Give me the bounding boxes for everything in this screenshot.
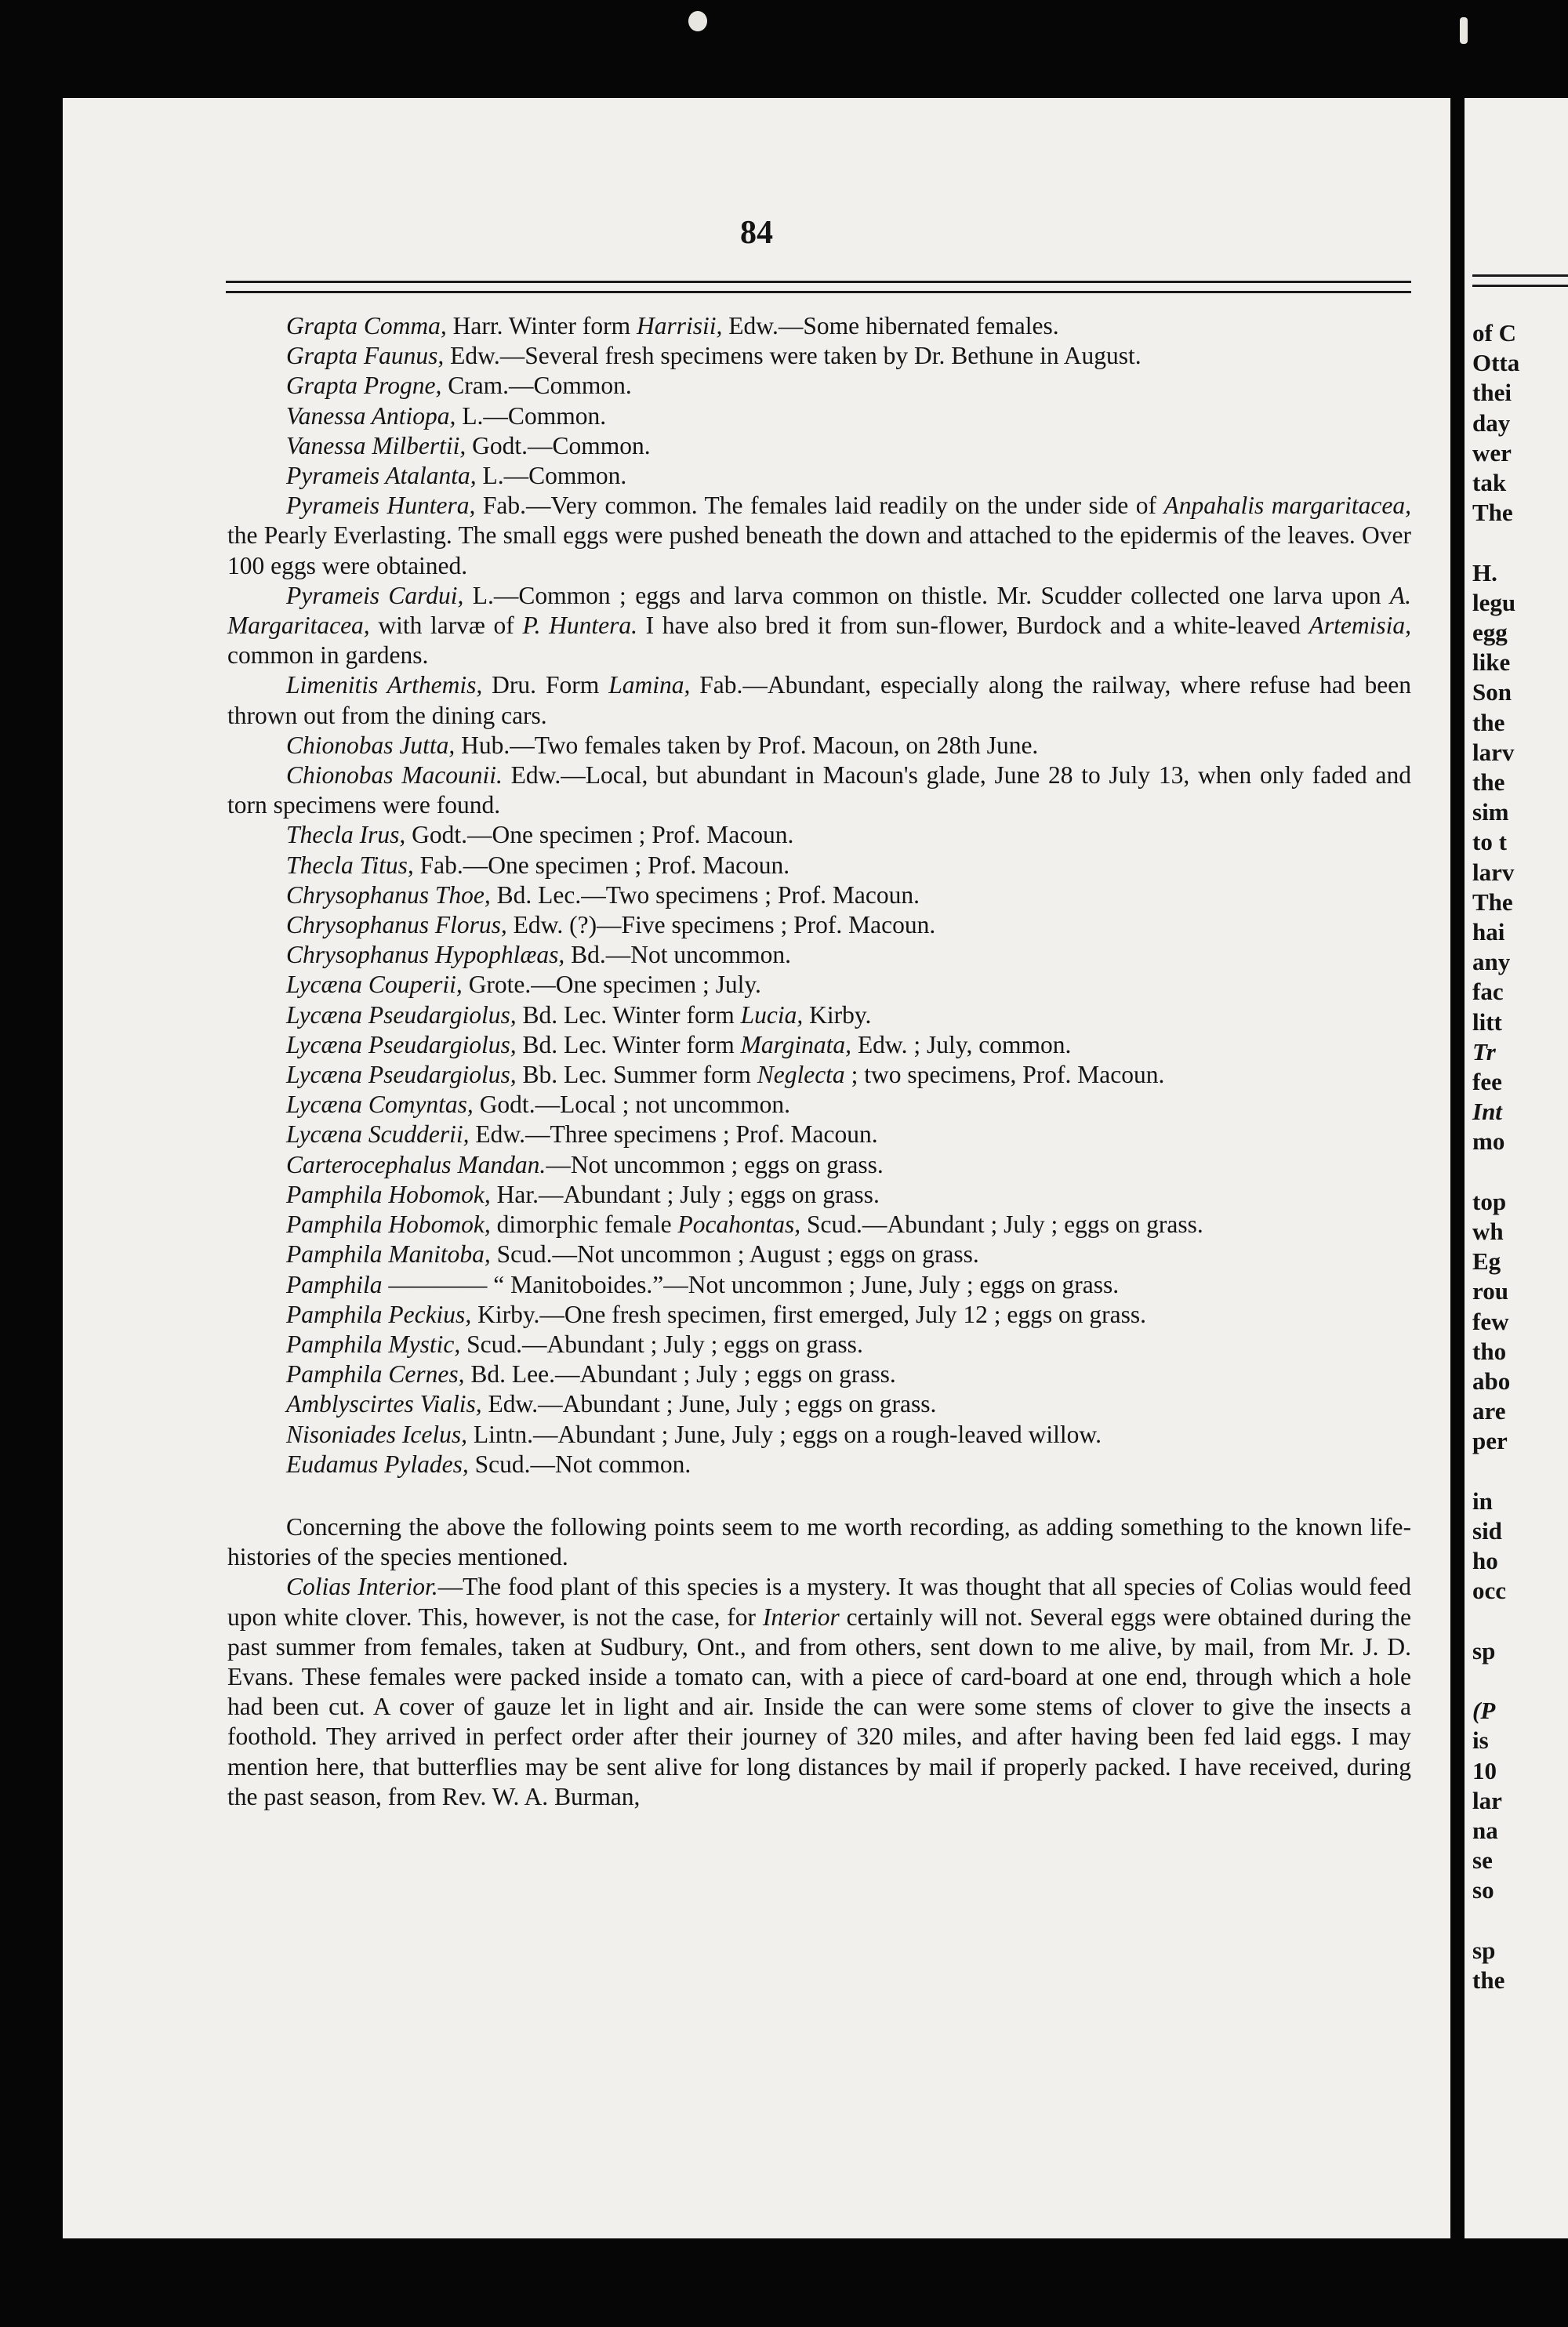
facing-page-text-fragment: mo xyxy=(1472,1127,1505,1156)
text-run: Edw. ; July, common. xyxy=(851,1030,1072,1058)
facing-page-text-fragment: wh xyxy=(1472,1218,1504,1245)
italic-name: Anpahalis margaritacea, xyxy=(1163,492,1411,520)
italic-name: Eudamus Pylades, xyxy=(286,1450,469,1478)
text-run: Harr. Winter form xyxy=(446,312,637,339)
italic-name: Lycæna Scudderii, xyxy=(286,1120,470,1149)
text-run: L.—Common ; eggs and larva common on thistle. Mr. Scudder collected one larva upon xyxy=(463,581,1390,609)
italic-name: P. Huntera. xyxy=(522,612,637,640)
italic-name: Pamphila Hobomok, xyxy=(286,1211,491,1239)
facing-page-text-fragment: se xyxy=(1472,1846,1493,1875)
text-run: Lintn.—Abundant ; June, July ; eggs on a rough-leaved willow. xyxy=(466,1420,1102,1448)
species-entry xyxy=(227,491,1411,581)
facing-page-text-fragment: hai xyxy=(1472,918,1505,946)
text-run: Concerning the above the following points seem to me worth recording, as adding something to the known life-histories of the species mentioned. xyxy=(227,1512,1411,1571)
facing-page-text-fragment: rou xyxy=(1472,1277,1508,1305)
text-run: Bd.—Not uncommon. xyxy=(564,941,792,969)
facing-page-rule xyxy=(1472,274,1568,287)
text-run: dimorphic female xyxy=(490,1211,678,1239)
page-body xyxy=(227,311,1411,1812)
text-run: —Not uncommon ; eggs on grass. xyxy=(546,1150,884,1178)
text-run: Edw.—Abundant ; June, July ; eggs on grass. xyxy=(481,1390,937,1418)
species-entry xyxy=(227,1150,1411,1180)
text-run: Scud.—Abundant ; July ; eggs on grass. xyxy=(460,1330,863,1358)
book-page xyxy=(63,98,1450,2238)
species-entry xyxy=(227,1270,1411,1300)
species-entry xyxy=(227,670,1411,730)
facing-page-text-fragment: abo xyxy=(1472,1367,1511,1395)
text-run: Har.—Abundant ; July ; eggs on grass. xyxy=(490,1180,880,1208)
text-run: Kirby. xyxy=(803,1000,872,1029)
italic-name: Pamphila Peckius, xyxy=(286,1300,472,1328)
italic-name: Amblyscirtes Vialis, xyxy=(286,1390,482,1418)
species-entry xyxy=(227,1300,1411,1330)
facing-page-text-fragment: fac xyxy=(1472,978,1504,1006)
species-entry xyxy=(227,1180,1411,1210)
facing-page-text-fragment: the xyxy=(1472,1966,1505,1994)
italic-name: Grapta Comma, xyxy=(286,312,447,339)
text-run: Godt.—Local ; not uncommon. xyxy=(473,1091,791,1119)
italic-name: Nisoniades Icelus, xyxy=(286,1420,467,1448)
text-run: Edw.—Some hibernated females. xyxy=(722,312,1059,339)
species-entry xyxy=(227,1420,1411,1450)
facing-page-text-fragment: in xyxy=(1472,1487,1493,1515)
text-run: ———— “ Manitoboides.”—Not uncommon ; June, July ; eggs on grass. xyxy=(382,1270,1120,1298)
facing-page-text-fragment: egg xyxy=(1472,619,1508,646)
species-entry xyxy=(227,581,1411,671)
species-entry xyxy=(227,431,1411,461)
text-run: Bd. Lec. Winter form xyxy=(516,1030,741,1058)
facing-page-text-fragment: few xyxy=(1472,1307,1509,1335)
italic-name: Pamphila Mystic, xyxy=(286,1330,461,1358)
text-run: Bd. Lec.—Two specimens ; Prof. Macoun. xyxy=(490,880,920,909)
text-run: L.—Common. xyxy=(476,462,627,490)
species-entry xyxy=(227,910,1411,940)
italic-name: Pamphila xyxy=(286,1270,383,1298)
text-run: Scud.—Not uncommon ; August ; eggs on grass. xyxy=(490,1240,979,1269)
facing-page-text-fragment: any xyxy=(1472,948,1511,976)
facing-page-text-fragment: sp xyxy=(1472,1936,1496,1964)
italic-name: Marginata, xyxy=(740,1030,852,1058)
species-entry xyxy=(227,970,1411,1000)
text-run: Scud.—Not common. xyxy=(468,1450,691,1478)
text-run: Godt.—One specimen ; Prof. Macoun. xyxy=(405,821,794,849)
facing-page-text-fragment: are xyxy=(1472,1397,1506,1425)
species-entry xyxy=(227,880,1411,910)
facing-page-edge xyxy=(1465,98,1568,2238)
italic-name: Neglecta xyxy=(757,1061,845,1089)
text-run: common in gardens. xyxy=(227,641,429,670)
text-run: Edw.—Three specimens ; Prof. Macoun. xyxy=(469,1120,878,1149)
facing-page-text-fragment: wer xyxy=(1472,438,1512,466)
italic-name: Chionobas Jutta, xyxy=(286,731,456,759)
text-run: Hub.—Two females taken by Prof. Macoun, on 28th June. xyxy=(455,731,1039,759)
italic-name: Chrysophanus Thoe, xyxy=(286,880,491,909)
italic-name: Chrysophanus Florus, xyxy=(286,911,507,939)
italic-name: Pamphila Cernes, xyxy=(286,1360,465,1389)
species-entry xyxy=(227,371,1411,401)
species-entry xyxy=(227,1000,1411,1030)
text-run: I have also bred it from sun-flower, Burdock and a white-leaved xyxy=(637,612,1309,640)
facing-page-text-fragment: The xyxy=(1472,888,1513,916)
italic-name: Pocahontas, xyxy=(677,1211,801,1239)
species-entry xyxy=(227,311,1411,341)
text-run: Edw.—Local, but abundant in Macoun's glade, June 28 to July 13, when only faded and torn specimens were found. xyxy=(227,761,1411,819)
commentary-paragraph xyxy=(227,1572,1411,1812)
italic-name: Lycæna Pseudargiolus, xyxy=(286,1061,517,1089)
facing-page-text-fragment: day xyxy=(1472,408,1511,437)
species-entry xyxy=(227,940,1411,970)
facing-page-text-fragment: to t xyxy=(1472,828,1507,856)
italic-name: Lycæna Comyntas, xyxy=(286,1091,474,1119)
italic-name: Vanessa Antiopa, xyxy=(286,401,456,430)
facing-page-text-fragment: top xyxy=(1472,1187,1507,1215)
text-run: certainly will not. Several eggs were obtained during the past summer from females, taken at Sudbury, Ont., and from others, sent down to me alive, by mail, from Mr. J. D. Evans. These females were packed inside a tomato can, with a piece of card-board at one end, through which a hole had been cut. A cover of gauze let in light and air. Inside the can were some stems of clover to give the insects a foothold. They arrived in perfect order after their journey of 320 miles, and after having been fed laid eggs. I may mention here, that butterflies may be sent alive for long distances by mail if properly packed. I have received, during the past season, from Rev. W. A. Burman, xyxy=(227,1603,1411,1810)
facing-page-text-fragment: 10 xyxy=(1472,1756,1497,1784)
species-entry xyxy=(227,461,1411,491)
text-run: Scud.—Abundant ; July ; eggs on grass. xyxy=(800,1211,1203,1239)
species-entry xyxy=(227,761,1411,820)
italic-name: Lycæna Couperii, xyxy=(286,971,463,999)
facing-page-text-fragment: the xyxy=(1472,708,1505,736)
italic-name: Interior xyxy=(762,1603,840,1631)
text-run: with larvæ of xyxy=(369,612,523,640)
italic-name: Pyrameis Cardui, xyxy=(286,581,464,609)
species-entry xyxy=(227,1120,1411,1149)
species-entry xyxy=(227,820,1411,850)
italic-name: Limenitis Arthemis, xyxy=(286,671,483,699)
dust-speck xyxy=(1460,17,1468,44)
italic-name: Pamphila Manitoba, xyxy=(286,1240,491,1269)
species-entry xyxy=(227,1389,1411,1419)
text-run: Dru. Form xyxy=(482,671,609,699)
italic-name: Pamphila Hobomok, xyxy=(286,1180,491,1208)
italic-name: Lucia, xyxy=(740,1000,804,1029)
text-run: Kirby.—One fresh specimen, first emerged, July 12 ; eggs on grass. xyxy=(471,1300,1147,1328)
facing-page-text-fragment: of C xyxy=(1472,319,1516,347)
commentary-paragraph xyxy=(227,1512,1411,1572)
facing-page-text-fragment: sp xyxy=(1472,1636,1496,1664)
species-entry xyxy=(227,1060,1411,1090)
facing-page-text-fragment: legu xyxy=(1472,588,1516,616)
facing-page-text-fragment: Tr xyxy=(1472,1037,1496,1065)
italic-name: Carterocephalus Mandan. xyxy=(286,1150,546,1178)
text-run: Fab.—Very common. The females laid readily on the under side of xyxy=(475,492,1164,520)
italic-name: Thecla Titus, xyxy=(286,851,414,879)
facing-page-text-fragment: fee xyxy=(1472,1068,1502,1095)
facing-page-text-fragment: is xyxy=(1472,1726,1489,1755)
species-entry xyxy=(227,1330,1411,1360)
facing-page-text-fragment: thei xyxy=(1472,379,1512,407)
page-number: 84 xyxy=(740,215,773,251)
facing-page-text-fragment: H. xyxy=(1472,558,1497,586)
species-entry xyxy=(227,851,1411,880)
facing-page-text-fragment: like xyxy=(1472,648,1511,677)
facing-page-text-fragment: Otta xyxy=(1472,349,1520,377)
italic-name: Lycæna Pseudargiolus, xyxy=(286,1030,517,1058)
facing-page-text-fragment: na xyxy=(1472,1817,1498,1844)
species-entry xyxy=(227,1240,1411,1269)
text-run: Bd. Lec. Winter form xyxy=(516,1000,741,1029)
text-run: L.—Common. xyxy=(456,401,607,430)
header-double-rule xyxy=(226,281,1411,293)
species-entry xyxy=(227,1030,1411,1060)
italic-name: A. Margaritacea, xyxy=(227,581,1411,640)
italic-name: Chrysophanus Hypophlæas, xyxy=(286,941,565,969)
text-run: ; two specimens, Prof. Macoun. xyxy=(844,1061,1165,1089)
species-entry xyxy=(227,1210,1411,1240)
italic-name: Artemisia, xyxy=(1308,612,1412,640)
species-entry xyxy=(227,401,1411,431)
facing-page-text-fragment: ho xyxy=(1472,1547,1498,1575)
text-run: Godt.—Common. xyxy=(466,431,651,459)
facing-page-text-fragment: litt xyxy=(1472,1007,1502,1036)
species-entry xyxy=(227,1450,1411,1479)
facing-page-text-fragment: tak xyxy=(1472,469,1507,496)
text-run: Cram.—Common. xyxy=(441,372,632,400)
text-run: the Pearly Everlasting. The small eggs were pushed beneath the down and attached to the epidermis of the leaves. Over 100 eggs were obtained. xyxy=(227,521,1411,579)
italic-name: Pyrameis Atalanta, xyxy=(286,462,477,490)
italic-name: Lycæna Pseudargiolus, xyxy=(286,1000,517,1029)
facing-page-text-fragment: tho xyxy=(1472,1337,1507,1365)
italic-name: Thecla Irus, xyxy=(286,821,406,849)
text-run: Bb. Lec. Summer form xyxy=(516,1061,757,1089)
facing-page-text-fragment: The xyxy=(1472,499,1513,527)
species-entry xyxy=(227,1090,1411,1120)
text-run: Fab.—Abundant, especially along the railway, where refuse had been thrown out from the dining cars. xyxy=(227,671,1412,729)
facing-page-text-fragment: so xyxy=(1472,1876,1494,1904)
facing-page-text-fragment: Eg xyxy=(1472,1247,1501,1276)
species-entry xyxy=(227,731,1411,761)
species-entry xyxy=(227,1360,1411,1389)
facing-page-text-fragment: larv xyxy=(1472,858,1515,886)
species-entry xyxy=(227,341,1411,371)
text-run: Bd. Lee.—Abundant ; July ; eggs on grass. xyxy=(464,1360,896,1389)
dust-speck xyxy=(688,11,707,31)
facing-page-text-fragment: occ xyxy=(1472,1577,1507,1605)
facing-page-text-fragment: larv xyxy=(1472,738,1515,766)
text-run: Grote.—One specimen ; July. xyxy=(462,971,761,999)
facing-page-text-fragment: lar xyxy=(1472,1786,1502,1814)
facing-page-text-fragment: (P xyxy=(1472,1697,1496,1725)
italic-name: Chionobas Macounii. xyxy=(286,761,503,790)
italic-name: Pyrameis Huntera, xyxy=(286,492,476,520)
text-run: Edw. (?)—Five specimens ; Prof. Macoun. xyxy=(506,911,936,939)
facing-page-text-fragment: the xyxy=(1472,768,1505,796)
text-run: —The food plant of this species is a mystery. It was thought that all species of Colias would feed upon white clover. This, however, is not the case, for xyxy=(227,1573,1411,1631)
facing-page-text-fragment: per xyxy=(1472,1427,1508,1455)
italic-name: Harrisii, xyxy=(636,312,723,339)
italic-name: Grapta Faunus, xyxy=(286,342,445,370)
facing-page-text-fragment: Int xyxy=(1472,1098,1502,1126)
text-run: Edw.—Several fresh specimens were taken by Dr. Bethune in August. xyxy=(444,342,1142,370)
italic-name: Grapta Progne, xyxy=(286,372,442,400)
facing-page-text-fragment: Son xyxy=(1472,678,1512,706)
text-run: Fab.—One specimen ; Prof. Macoun. xyxy=(413,851,790,879)
facing-page-text-fragment: sid xyxy=(1472,1517,1502,1545)
italic-name: Vanessa Milbertii, xyxy=(286,431,466,459)
italic-name: Colias Interior. xyxy=(286,1573,438,1601)
facing-page-text-fragment: sim xyxy=(1472,798,1509,826)
italic-name: Lamina, xyxy=(608,671,691,699)
